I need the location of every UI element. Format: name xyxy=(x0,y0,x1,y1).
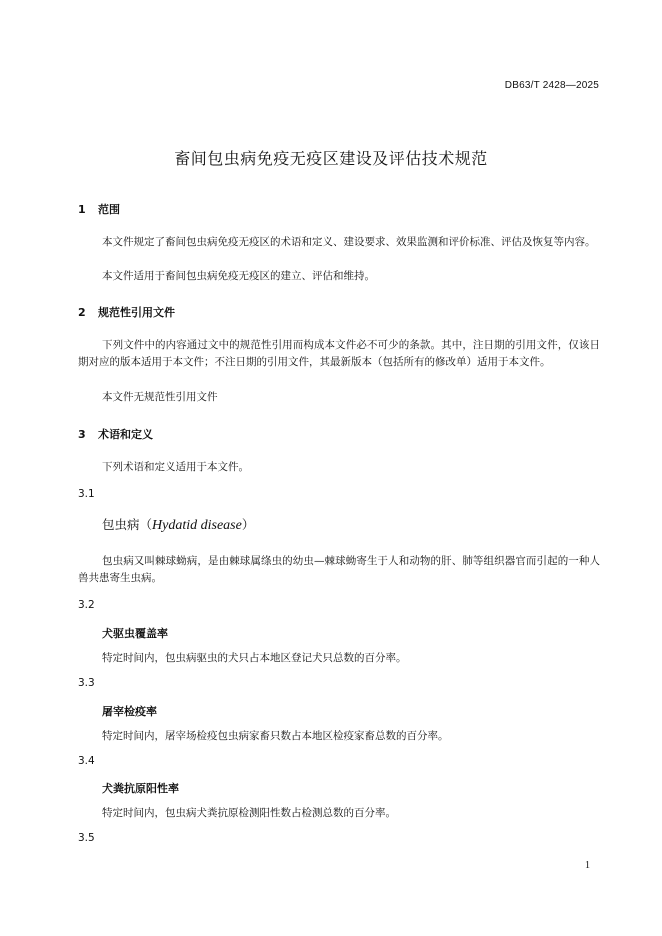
term-name-en: Hydatid disease xyxy=(152,518,242,533)
section-title: 范围 xyxy=(98,203,120,216)
standard-code: DB63/T 2428—2025 xyxy=(504,80,599,91)
term-paren-close: ） xyxy=(241,517,255,532)
term-paren-open: （ xyxy=(139,517,153,532)
section-number: 3 xyxy=(78,428,86,441)
section-1-heading xyxy=(78,201,120,217)
section-title: 规范性引用文件 xyxy=(98,306,175,319)
section-title: 术语和定义 xyxy=(98,428,153,441)
term-heading xyxy=(102,515,254,534)
section-1-paragraph-2: 本文件适用于畜间包虫病免疫无疫区的建立、评估和维持。 xyxy=(102,270,375,282)
section-3-paragraph-1: 下列术语和定义适用于本文件。 xyxy=(102,461,249,473)
term-name-zh: 包虫病 xyxy=(102,517,140,532)
term-definition: 包虫病又叫棘球蚴病，是由棘球属绦虫的幼虫—棘球蚴寄生于人和动物的肝、肺等组织器官而引起的一种人兽共患寄生虫病。 xyxy=(78,555,600,584)
clause-number: 3.1 xyxy=(78,488,95,500)
section-2-paragraph-1: 下列文件中的内容通过文中的规范性引用而构成本文件必不可少的条款。其中，注日期的引用文件，仅该日期对应的版本适用于本文件；不注日期的引用文件，其最新版本（包括所有的修改单）适用于本文件。 xyxy=(78,339,600,368)
term-definition: 特定时间内，包虫病犬粪抗原检测阳性数占检测总数的百分率。 xyxy=(102,807,396,819)
section-number: 2 xyxy=(78,306,86,319)
term-heading: 屠宰检疫率 xyxy=(102,705,157,718)
section-1-paragraph-1: 本文件规定了畜间包虫病免疫无疫区的术语和定义、建设要求、效果监测和评价标准、评估及恢复等内容。 xyxy=(102,236,596,248)
clause-number: 3.5 xyxy=(78,832,95,844)
term-heading: 犬粪抗原阳性率 xyxy=(102,782,179,795)
section-3-heading xyxy=(78,426,153,442)
term-heading: 犬驱虫覆盖率 xyxy=(102,627,168,640)
clause-number: 3.4 xyxy=(78,755,95,767)
section-2-heading xyxy=(78,304,175,320)
section-2-paragraph-2: 本文件无规范性引用文件 xyxy=(102,391,218,403)
clause-number: 3.2 xyxy=(78,599,95,611)
clause-number: 3.3 xyxy=(78,677,95,689)
term-definition: 特定时间内，包虫病驱虫的犬只占本地区登记犬只总数的百分率。 xyxy=(102,652,407,664)
document-title: 畜间包虫病免疫无疫区建设及评估技术规范 xyxy=(174,149,488,168)
section-number: 1 xyxy=(78,203,86,216)
page-number: 1 xyxy=(585,860,590,871)
term-definition: 特定时间内，屠宰场检疫包虫病家畜只数占本地区检疫家畜总数的百分率。 xyxy=(102,730,449,742)
